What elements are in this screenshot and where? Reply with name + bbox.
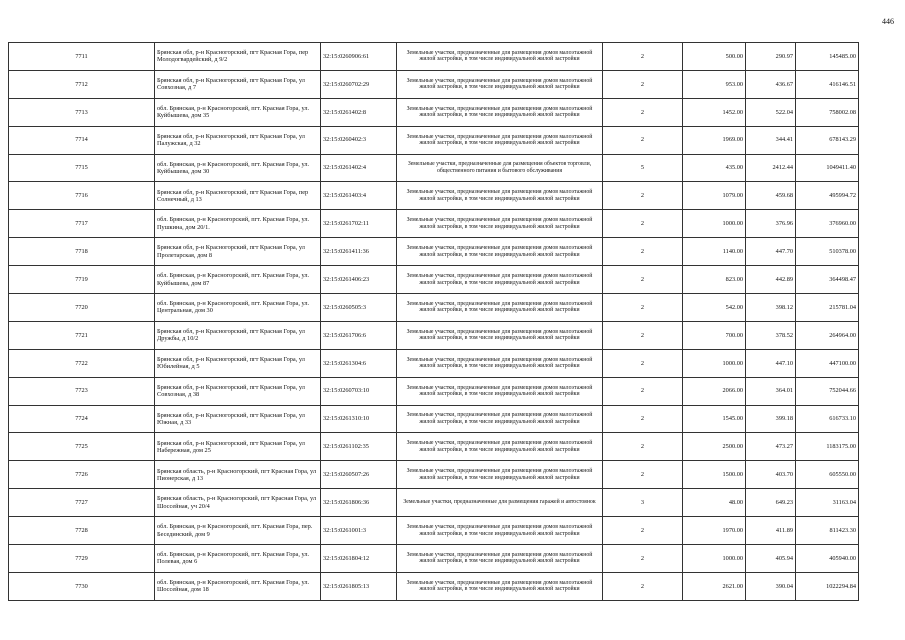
cell-area: 1969.00 bbox=[683, 126, 746, 154]
cell-address: Брянская обл, р-н Красногорский, пгт Красная Гора, ул Юбилейная, д 5 bbox=[155, 349, 321, 377]
table-row bbox=[9, 294, 859, 322]
cell-area: 542.00 bbox=[683, 294, 746, 322]
table-row bbox=[9, 433, 859, 461]
table-row bbox=[9, 126, 859, 154]
cell-permitted-use: Земельные участки, предназначенные для размещения домов малоэтажной жилой застройки, в том числе индивидуальной жилой застройки bbox=[397, 43, 603, 71]
table-row bbox=[9, 210, 859, 238]
cell-unit-value: 344.41 bbox=[746, 126, 796, 154]
table-row bbox=[9, 405, 859, 433]
cell-use-group-code: 2 bbox=[603, 517, 683, 545]
cell-row-number: 7730 bbox=[9, 572, 155, 600]
cell-area: 1452.00 bbox=[683, 98, 746, 126]
cell-cadastral-number: 32:15:0261702:11 bbox=[321, 210, 397, 238]
table-row bbox=[9, 349, 859, 377]
cell-cadastral-value: 495994.72 bbox=[796, 182, 859, 210]
cell-use-group-code: 2 bbox=[603, 545, 683, 573]
cell-use-group-code: 2 bbox=[603, 126, 683, 154]
cell-row-number: 7718 bbox=[9, 238, 155, 266]
cell-row-number: 7724 bbox=[9, 405, 155, 433]
cell-unit-value: 378.52 bbox=[746, 321, 796, 349]
cell-address: обл. Брянская, р-н Красногорский, пгт. Красная Гора, пер. Бесединский, дом 9 bbox=[155, 517, 321, 545]
cell-permitted-use: Земельные участки, предназначенные для размещения домов малоэтажной жилой застройки, в том числе индивидуальной жилой застройки bbox=[397, 461, 603, 489]
cell-unit-value: 2412.44 bbox=[746, 154, 796, 182]
cell-row-number: 7714 bbox=[9, 126, 155, 154]
cell-row-number: 7725 bbox=[9, 433, 155, 461]
cell-use-group-code: 2 bbox=[603, 182, 683, 210]
cell-cadastral-number: 32:15:0260505:3 bbox=[321, 294, 397, 322]
table-row bbox=[9, 377, 859, 405]
cell-address: обл. Брянская, р-н Красногорский, пгт. Красная Гора, ул. Полевая, дом 6 bbox=[155, 545, 321, 573]
cell-row-number: 7727 bbox=[9, 489, 155, 517]
cell-area: 48.00 bbox=[683, 489, 746, 517]
cell-cadastral-number: 32:15:0260702:29 bbox=[321, 70, 397, 98]
cell-use-group-code: 2 bbox=[603, 43, 683, 71]
cell-cadastral-number: 32:15:0261411:36 bbox=[321, 238, 397, 266]
cell-cadastral-number: 32:15:0261406:23 bbox=[321, 266, 397, 294]
cell-unit-value: 399.18 bbox=[746, 405, 796, 433]
land-plot-table bbox=[8, 42, 859, 601]
cell-row-number: 7716 bbox=[9, 182, 155, 210]
cell-cadastral-value: 1049411.40 bbox=[796, 154, 859, 182]
cell-address: обл. Брянская, р-н Красногорский, пгт. Красная Гора, ул. Шоссейная, дом 18 bbox=[155, 572, 321, 600]
cell-area: 1140.00 bbox=[683, 238, 746, 266]
cell-row-number: 7711 bbox=[9, 43, 155, 71]
cell-permitted-use: Земельные участки, предназначенные для размещения гаражей и автостоянок bbox=[397, 489, 603, 517]
cell-row-number: 7721 bbox=[9, 321, 155, 349]
cell-use-group-code: 2 bbox=[603, 238, 683, 266]
cell-area: 435.00 bbox=[683, 154, 746, 182]
cell-unit-value: 376.96 bbox=[746, 210, 796, 238]
cell-use-group-code: 2 bbox=[603, 70, 683, 98]
cell-use-group-code: 2 bbox=[603, 294, 683, 322]
table-row bbox=[9, 266, 859, 294]
cell-area: 1545.00 bbox=[683, 405, 746, 433]
cell-area: 2621.00 bbox=[683, 572, 746, 600]
cell-use-group-code: 2 bbox=[603, 321, 683, 349]
cell-area: 500.00 bbox=[683, 43, 746, 71]
cell-cadastral-value: 510378.00 bbox=[796, 238, 859, 266]
cell-row-number: 7712 bbox=[9, 70, 155, 98]
cell-permitted-use: Земельные участки, предназначенные для размещения домов малоэтажной жилой застройки, в том числе индивидуальной жилой застройки bbox=[397, 321, 603, 349]
cell-unit-value: 473.27 bbox=[746, 433, 796, 461]
cell-cadastral-value: 416146.51 bbox=[796, 70, 859, 98]
cell-cadastral-value: 31163.04 bbox=[796, 489, 859, 517]
table-row bbox=[9, 98, 859, 126]
table-row bbox=[9, 238, 859, 266]
cell-unit-value: 649.23 bbox=[746, 489, 796, 517]
cell-cadastral-value: 447100.00 bbox=[796, 349, 859, 377]
cell-cadastral-value: 752044.66 bbox=[796, 377, 859, 405]
cell-use-group-code: 2 bbox=[603, 377, 683, 405]
table-row bbox=[9, 321, 859, 349]
cell-permitted-use: Земельные участки, предназначенные для размещения домов малоэтажной жилой застройки, в том числе индивидуальной жилой застройки bbox=[397, 98, 603, 126]
cell-address: Брянская обл, р-н Красногорский, пгт Красная Гора, ул Палужская, д 32 bbox=[155, 126, 321, 154]
cell-address: Брянская обл, р-н Красногорский, пгт Красная Гора, ул Пролетарская, дом 8 bbox=[155, 238, 321, 266]
cell-permitted-use: Земельные участки, предназначенные для размещения объектов торговли, общественного питания и бытового обслуживания bbox=[397, 154, 603, 182]
cell-address: Брянская обл, р-н Красногорский, пгт Красная Гора, ул Совхозная, д 38 bbox=[155, 377, 321, 405]
table-row bbox=[9, 154, 859, 182]
cell-address: обл. Брянская, р-н Красногорский, пгт. Красная Гора, ул. Куйбышева, дом 30 bbox=[155, 154, 321, 182]
cell-address: Брянская обл, р-н Красногорский, пгт Красная Гора, пер Солнечный, д 13 bbox=[155, 182, 321, 210]
cell-unit-value: 390.04 bbox=[746, 572, 796, 600]
cell-cadastral-number: 32:15:0261706:6 bbox=[321, 321, 397, 349]
table-row bbox=[9, 517, 859, 545]
cell-permitted-use: Земельные участки, предназначенные для размещения домов малоэтажной жилой застройки, в том числе индивидуальной жилой застройки bbox=[397, 182, 603, 210]
cell-cadastral-number: 32:15:0260402:3 bbox=[321, 126, 397, 154]
cell-cadastral-value: 605550.00 bbox=[796, 461, 859, 489]
cell-cadastral-number: 32:15:0261804:12 bbox=[321, 545, 397, 573]
cell-row-number: 7719 bbox=[9, 266, 155, 294]
cell-address: Брянская область, р-н Красногорский, пгт Красная Гора, ул Шоссейная, уч 20/4 bbox=[155, 489, 321, 517]
cell-cadastral-value: 678143.29 bbox=[796, 126, 859, 154]
cell-cadastral-value: 376960.00 bbox=[796, 210, 859, 238]
cell-permitted-use: Земельные участки, предназначенные для размещения домов малоэтажной жилой застройки, в том числе индивидуальной жилой застройки bbox=[397, 70, 603, 98]
cell-address: обл. Брянская, р-н Красногорский, пгт. Красная Гора, ул. Куйбышева, дом 87 bbox=[155, 266, 321, 294]
cell-permitted-use: Земельные участки, предназначенные для размещения домов малоэтажной жилой застройки, в том числе индивидуальной жилой застройки bbox=[397, 210, 603, 238]
cell-row-number: 7713 bbox=[9, 98, 155, 126]
cell-cadastral-number: 32:15:0261102:35 bbox=[321, 433, 397, 461]
cell-use-group-code: 3 bbox=[603, 489, 683, 517]
cell-use-group-code: 2 bbox=[603, 433, 683, 461]
cell-row-number: 7715 bbox=[9, 154, 155, 182]
cell-area: 1079.00 bbox=[683, 182, 746, 210]
cell-permitted-use: Земельные участки, предназначенные для размещения домов малоэтажной жилой застройки, в том числе индивидуальной жилой застройки bbox=[397, 266, 603, 294]
cell-use-group-code: 2 bbox=[603, 349, 683, 377]
cell-cadastral-value: 616733.10 bbox=[796, 405, 859, 433]
cell-cadastral-value: 1022294.84 bbox=[796, 572, 859, 600]
cell-unit-value: 442.89 bbox=[746, 266, 796, 294]
cell-row-number: 7728 bbox=[9, 517, 155, 545]
cell-unit-value: 411.89 bbox=[746, 517, 796, 545]
cell-address: обл. Брянская, р-н Красногорский, пгт. Красная Гора, ул. Куйбышева, дом 35 bbox=[155, 98, 321, 126]
cell-unit-value: 447.10 bbox=[746, 349, 796, 377]
cell-cadastral-value: 145485.00 bbox=[796, 43, 859, 71]
cell-address: обл. Брянская, р-н Красногорский, пгт. Красная Гора, ул. Пушкина, дом 20/1. bbox=[155, 210, 321, 238]
cell-area: 1000.00 bbox=[683, 545, 746, 573]
cell-row-number: 7729 bbox=[9, 545, 155, 573]
cell-area: 953.00 bbox=[683, 70, 746, 98]
cell-address: Брянская обл, р-н Красногорский, пгт Красная Гора, ул Совхозная, д 7 bbox=[155, 70, 321, 98]
cell-permitted-use: Земельные участки, предназначенные для размещения домов малоэтажной жилой застройки, в том числе индивидуальной жилой застройки bbox=[397, 545, 603, 573]
cell-cadastral-number: 32:15:0260906:61 bbox=[321, 43, 397, 71]
cell-row-number: 7722 bbox=[9, 349, 155, 377]
cell-cadastral-number: 32:15:0261304:6 bbox=[321, 349, 397, 377]
table-body bbox=[9, 43, 859, 601]
cell-unit-value: 398.12 bbox=[746, 294, 796, 322]
cell-permitted-use: Земельные участки, предназначенные для размещения домов малоэтажной жилой застройки, в том числе индивидуальной жилой застройки bbox=[397, 572, 603, 600]
table-row bbox=[9, 70, 859, 98]
cell-use-group-code: 2 bbox=[603, 98, 683, 126]
cell-area: 700.00 bbox=[683, 321, 746, 349]
cell-cadastral-value: 215781.04 bbox=[796, 294, 859, 322]
cell-permitted-use: Земельные участки, предназначенные для размещения домов малоэтажной жилой застройки, в том числе индивидуальной жилой застройки bbox=[397, 377, 603, 405]
cell-cadastral-value: 758002.08 bbox=[796, 98, 859, 126]
cell-row-number: 7720 bbox=[9, 294, 155, 322]
cell-unit-value: 436.67 bbox=[746, 70, 796, 98]
cell-cadastral-value: 811423.30 bbox=[796, 517, 859, 545]
cell-address: Брянская обл, р-н Красногорский, пгт Красная Гора, ул Дружбы, д 10/2 bbox=[155, 321, 321, 349]
cell-area: 1000.00 bbox=[683, 210, 746, 238]
cell-unit-value: 447.70 bbox=[746, 238, 796, 266]
cell-use-group-code: 2 bbox=[603, 210, 683, 238]
cell-permitted-use: Земельные участки, предназначенные для размещения домов малоэтажной жилой застройки, в том числе индивидуальной жилой застройки bbox=[397, 294, 603, 322]
cell-permitted-use: Земельные участки, предназначенные для размещения домов малоэтажной жилой застройки, в том числе индивидуальной жилой застройки bbox=[397, 349, 603, 377]
cell-address: обл. Брянская, р-н Красногорский, пгт. Красная Гора, ул. Центральная, дом 30 bbox=[155, 294, 321, 322]
cell-address: Брянская обл, р-н Красногорский, пгт Красная Гора, пер Молодогвардейский, д 9/2 bbox=[155, 43, 321, 71]
cell-address: Брянская область, р-н Красногорский, пгт Красная Гора, ул Пионерская, д 13 bbox=[155, 461, 321, 489]
cell-use-group-code: 2 bbox=[603, 405, 683, 433]
cell-cadastral-value: 405940.00 bbox=[796, 545, 859, 573]
cell-cadastral-value: 1183175.00 bbox=[796, 433, 859, 461]
cell-cadastral-number: 32:15:0261402:8 bbox=[321, 98, 397, 126]
cell-row-number: 7726 bbox=[9, 461, 155, 489]
cell-row-number: 7717 bbox=[9, 210, 155, 238]
cell-address: Брянская обл, р-н Красногорский, пгт Красная Гора, ул Набережная, дом 25 bbox=[155, 433, 321, 461]
cell-cadastral-number: 32:15:0260703:10 bbox=[321, 377, 397, 405]
cell-cadastral-number: 32:15:0261403:4 bbox=[321, 182, 397, 210]
cell-cadastral-number: 32:15:0260507:26 bbox=[321, 461, 397, 489]
cell-area: 1000.00 bbox=[683, 349, 746, 377]
cell-unit-value: 405.94 bbox=[746, 545, 796, 573]
cell-cadastral-value: 364498.47 bbox=[796, 266, 859, 294]
table-row bbox=[9, 43, 859, 71]
cell-area: 1970.00 bbox=[683, 517, 746, 545]
cell-area: 2500.00 bbox=[683, 433, 746, 461]
cell-use-group-code: 2 bbox=[603, 266, 683, 294]
cell-area: 1500.00 bbox=[683, 461, 746, 489]
cell-cadastral-number: 32:15:0261805:13 bbox=[321, 572, 397, 600]
cell-row-number: 7723 bbox=[9, 377, 155, 405]
cell-area: 2066.00 bbox=[683, 377, 746, 405]
cell-permitted-use: Земельные участки, предназначенные для размещения домов малоэтажной жилой застройки, в том числе индивидуальной жилой застройки bbox=[397, 238, 603, 266]
cell-unit-value: 290.97 bbox=[746, 43, 796, 71]
cell-unit-value: 403.70 bbox=[746, 461, 796, 489]
cell-unit-value: 364.01 bbox=[746, 377, 796, 405]
cell-use-group-code: 2 bbox=[603, 461, 683, 489]
cell-cadastral-number: 32:15:0261310:10 bbox=[321, 405, 397, 433]
cell-permitted-use: Земельные участки, предназначенные для размещения домов малоэтажной жилой застройки, в том числе индивидуальной жилой застройки bbox=[397, 126, 603, 154]
cell-permitted-use: Земельные участки, предназначенные для размещения домов малоэтажной жилой застройки, в том числе индивидуальной жилой застройки bbox=[397, 405, 603, 433]
cell-cadastral-number: 32:15:0261402:4 bbox=[321, 154, 397, 182]
cell-cadastral-number: 32:15:0261001:3 bbox=[321, 517, 397, 545]
cell-unit-value: 459.68 bbox=[746, 182, 796, 210]
cell-cadastral-value: 264964.00 bbox=[796, 321, 859, 349]
cell-permitted-use: Земельные участки, предназначенные для размещения домов малоэтажной жилой застройки, в том числе индивидуальной жилой застройки bbox=[397, 433, 603, 461]
table-row bbox=[9, 461, 859, 489]
cell-address: Брянская обл, р-н Красногорский, пгт Красная Гора, ул Южная, д 33 bbox=[155, 405, 321, 433]
table-row bbox=[9, 489, 859, 517]
cell-permitted-use: Земельные участки, предназначенные для размещения домов малоэтажной жилой застройки, в том числе индивидуальной жилой застройки bbox=[397, 517, 603, 545]
cell-area: 823.00 bbox=[683, 266, 746, 294]
table-row bbox=[9, 182, 859, 210]
cell-unit-value: 522.04 bbox=[746, 98, 796, 126]
table-row bbox=[9, 545, 859, 573]
cell-use-group-code: 2 bbox=[603, 572, 683, 600]
page-number: 446 bbox=[882, 17, 894, 26]
cell-cadastral-number: 32:15:0261806:36 bbox=[321, 489, 397, 517]
cell-use-group-code: 5 bbox=[603, 154, 683, 182]
table-row bbox=[9, 572, 859, 600]
